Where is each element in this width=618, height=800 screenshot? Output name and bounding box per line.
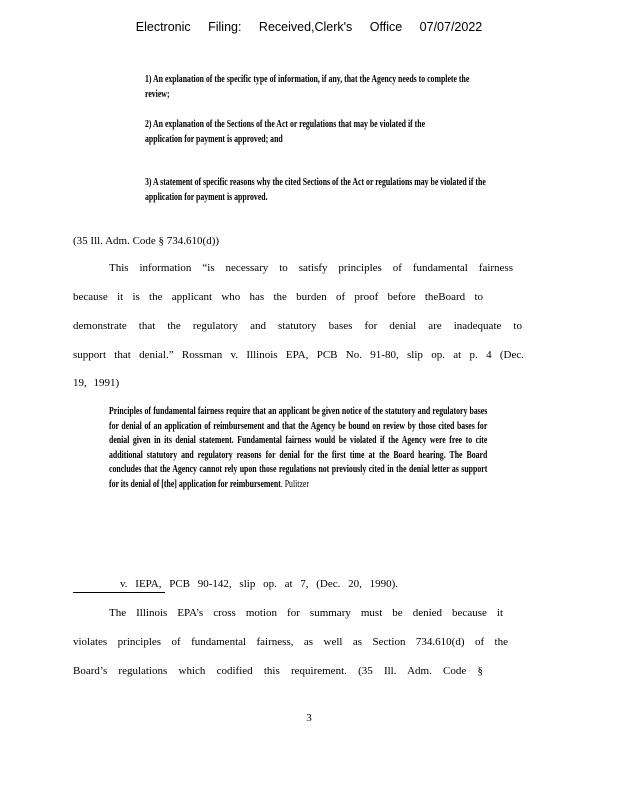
paragraph-1-line-5: 19, 1991) [73,377,120,389]
paragraph-1-line-3: demonstrate that the regulatory and statutory bases for denial are inadequate to [73,320,522,332]
paragraph-2-line-2: violates principles of fundamental fairness, as well as Section 734.610(d) of the [73,636,508,648]
paragraph-2-line-1: The Illinois EPA’s cross motion for summary must be denied because it [109,607,503,619]
block-quote [109,405,487,492]
citation-pulitzer: v. IEPA, PCB 90-142, slip op. at 7, (Dec. 20, 1990). [120,578,399,590]
filing-stamp-header: Electronic Filing: Received,Clerk's Office 07/07/2022 [135,20,483,34]
list-item-2: 2) An explanation of the Sections of the Act or regulations that may be violated if the application for payment is approved; and [145,119,426,145]
paragraph-1-line-1: This information “is necessary to satisfy principles of fundamental fairness [109,262,513,274]
paragraph-1-line-2: because it is the applicant who has the burden of proof before theBoard to [73,291,483,303]
citation-admin-code: (35 Ill. Adm. Code § 734.610(d)) [73,235,220,247]
citation-underline-rule [73,592,165,593]
paragraph-2-line-3: Board’s regulations which codified this requirement. (35 Ill. Adm. Code § [73,665,483,677]
list-item-1: 1) An explanation of the specific type of information, if any, that the Agency needs to complete the review; [145,74,470,100]
list-item-3: 3) A statement of specific reasons why the cited Sections of the Act or regulations may be violated if the application for payment is approved. [145,177,486,203]
block-quote-text: Principles of fundamental fairness require that an applicant be given notice of the statutory and regulatory bases for denial of an application of reimbursement and that the Agency be bound on review by those cited bases for denial given in its denial statement. Fundamental fairness would be violated if the Agency were free to cite additional statutory and regulatory reasons for denial for the first time at the Board hearing. The Board concludes that the Agency cannot rely upon those regulations not previously cited in the denial letter as support for its denial of [the] application for reimbursement [109,406,488,490]
block-quote-case-name: . Pulitzer [280,478,309,490]
paragraph-1-line-4: support that denial.” Rossman v. Illinois EPA, PCB No. 91-80, slip op. at p. 4 (Dec. [73,349,524,361]
page-number: 3 [306,712,312,724]
